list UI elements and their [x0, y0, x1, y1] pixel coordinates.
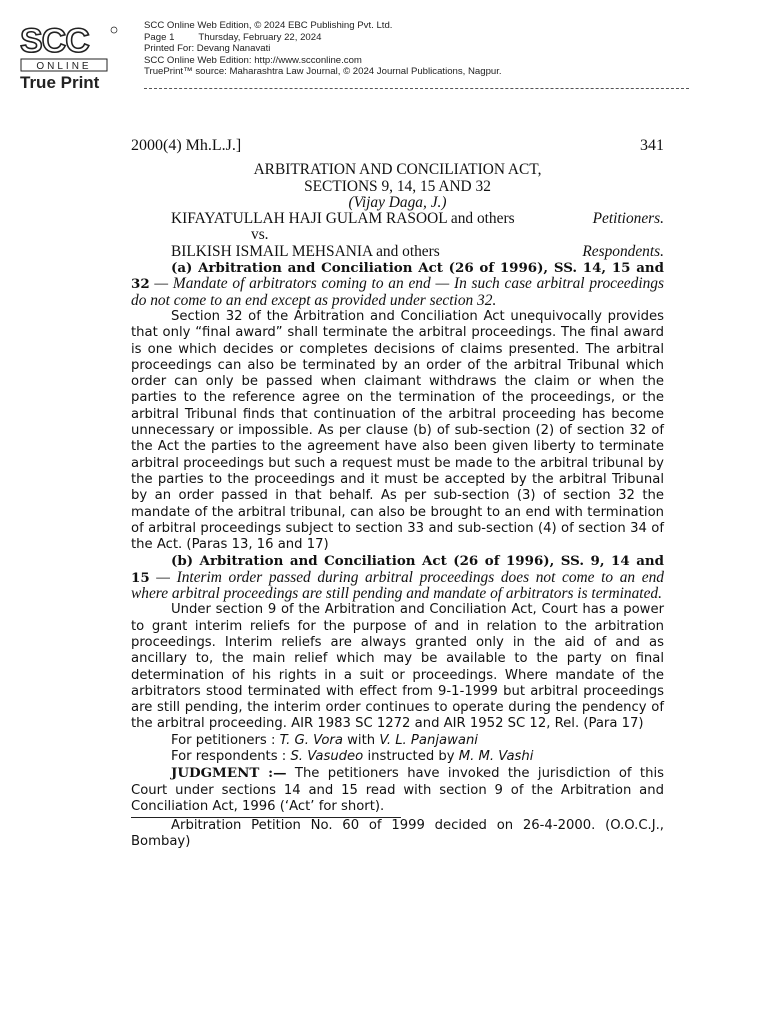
- petitioner-row: [131, 211, 664, 227]
- petitioners-with: with: [347, 732, 376, 748]
- headnote-b: [131, 553, 664, 602]
- logo-online-text: ONLINE: [36, 61, 92, 72]
- running-head: [131, 138, 664, 154]
- document-page: [131, 138, 664, 851]
- respondent-row: [131, 244, 664, 260]
- logo-scc-text: SCC: [20, 22, 89, 60]
- headnote-a: [131, 260, 664, 309]
- header-line-printed-for: Printed For: Devang Nanavati: [144, 43, 271, 55]
- judge-name: (Vijay Daga, J.): [348, 193, 447, 211]
- judgment-label: JUDGMENT :—: [171, 765, 287, 782]
- header-date: Thursday, February 22, 2024: [198, 31, 322, 43]
- respondent-name: BILKISH ISMAIL MEHSANIA and others: [171, 242, 440, 260]
- header-line-url: SCC Online Web Edition: http://www.scconline.com: [144, 54, 362, 66]
- footnote: Arbitration Petition No. 60 of 1999 decided on 26-4-2000. (O.O.C.J., Bombay): [131, 818, 664, 850]
- respondents-instructed: instructed by: [367, 748, 455, 764]
- scc-online-logo: [18, 22, 130, 94]
- logo-trueprint-text: True Print: [20, 73, 100, 92]
- act-title-line2: SECTIONS 9, 14, 15 AND 32: [304, 177, 491, 195]
- header-page-label: Page 1: [144, 31, 175, 43]
- petitioners-label: For petitioners :: [171, 732, 276, 748]
- headnote-b-summary: — Interim order passed during arbitral proceedings does not come to an end where arbitral proceedings are still pending and mandate of arbitrators is terminated.: [131, 568, 664, 603]
- judgment-text: The petitioners have invoked the jurisdiction of this Court under sections 14 and 15 read with section 9 of the Arbitration and Conciliation Act, 1996 (‘Act’ for short).: [131, 766, 664, 814]
- versus: vs.: [251, 226, 269, 244]
- petitioners-counsel-1: T. G. Vora: [279, 732, 343, 748]
- header-lines: [144, 20, 502, 78]
- petitioners-counsel-2: V. L. Panjawani: [379, 732, 478, 748]
- headnote-a-summary: — Mandate of arbitrators coming to an end — In such case arbitral proceedings do not come to an end except as provided under section 32.: [131, 275, 664, 309]
- respondents-label: For respondents :: [171, 748, 287, 764]
- page-number: 341: [640, 137, 664, 154]
- respondent-role: Respondents.: [582, 242, 664, 260]
- respondents-counsel: [131, 749, 664, 765]
- headnote-b-title: (b) Arbitration and Conciliation Act (26 of 1996), SS. 9, 14 and 15: [131, 553, 664, 586]
- header-line-page: [144, 32, 502, 44]
- journal-citation: 2000(4) Mh.L.J.]: [131, 137, 242, 154]
- respondents-counsel-1: S. Vasudeo: [290, 748, 364, 764]
- header-line-source: TruePrint™ source: Maharashtra Law Journal, © 2024 Journal Publications, Nagpur.: [144, 66, 502, 78]
- header-line-copyright: SCC Online Web Edition, © 2024 EBC Publishing Pvt. Ltd.: [144, 20, 393, 31]
- headnote-b-body: Under section 9 of the Arbitration and Conciliation Act, Court has a power to grant interim reliefs for the purpose of and in relation to the arbitration proceedings. Interim reliefs are always granted only in the aid of and as ancillary to, the main relief which may be available to the party on final determination of his rights in a suit or proceedings. Where mandate of the arbitrators stood terminated with effect from 9-1-1999 but arbitral proceedings are still pending, the interim order continues to operate during the pendency of the arbitral proceeding. AIR 1983 SC 1272 and AIR 1952 SC 12, Rel. (Para 17): [131, 602, 664, 732]
- headnote-a-body: Section 32 of the Arbitration and Conciliation Act unequivocally provides that only “final award” shall terminate the arbitral proceedings. The final award is one which decides or completes decisions of claims presented. The arbitral proceedings can also be terminated by an order of the arbitral Tribunal which order can only be passed when claimant withdraws the claim or when the parties to the reference agree on the termination of the proceedings, or the arbitral Tribunal finds that continuation of the arbitral proceeding has become unnecessary or impossible. As per clause (b) of sub-section (2) of section 32 of the Act the parties to the agreement have also been given liberty to terminate arbitral proceedings but such a request must be made to the arbitral tribunal by the parties to the proceedings and it must be accepted by the arbitral Tribunal by an order passed in that behalf. As per sub-section (3) of section 32 the mandate of the arbitral tribunal, can also be brought to an end with termination of arbitral proceedings subject to section 33 and sub-section (4) of section 34 of the Act. (Paras 13, 16 and 17): [131, 308, 664, 553]
- petitioners-counsel: [131, 733, 664, 749]
- petitioner-name: KIFAYATULLAH HAJI GULAM RASOOL and others: [171, 210, 515, 228]
- judgment-paragraph: [131, 765, 664, 815]
- print-header: [14, 18, 754, 98]
- header-divider: [144, 88, 689, 89]
- respondents-counsel-2: M. M. Vashi: [458, 748, 534, 764]
- headnote-a-title: (a) Arbitration and Conciliation Act (26 of 1996), SS. 14, 15 and 32: [131, 260, 664, 293]
- petitioner-role: Petitioners.: [592, 210, 664, 228]
- act-title-line1: ARBITRATION AND CONCILIATION ACT,: [253, 161, 542, 179]
